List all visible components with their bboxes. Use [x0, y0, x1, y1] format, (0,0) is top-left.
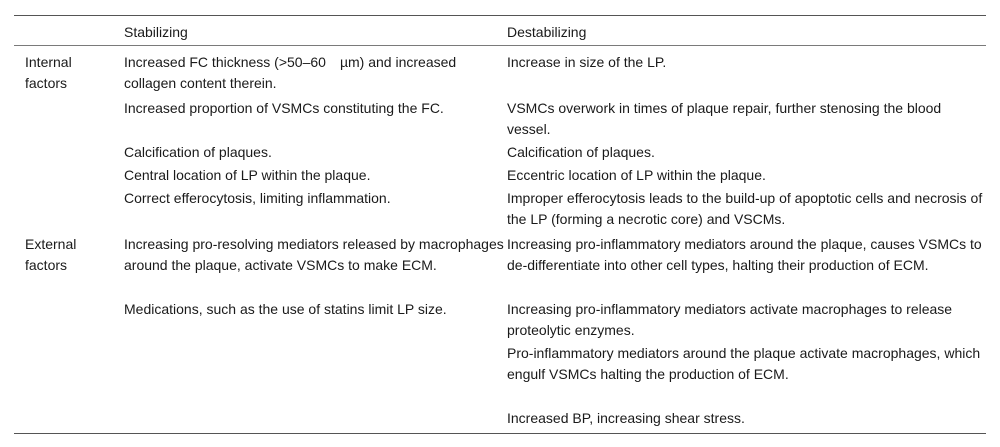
factors-table	[14, 15, 986, 434]
header-stabilizing: Stabilizing	[124, 24, 188, 40]
external-destabilizing-item: Increasing pro-inflammatory mediators activate macrophages to release proteolytic enzymes.	[507, 301, 953, 338]
header-row	[14, 16, 986, 45]
internal-stabilizing-item: Correct efferocytosis, limiting inflammation.	[124, 190, 391, 206]
external-destabilizing-item: Increased BP, increasing shear stress.	[507, 410, 745, 426]
bottom-rule	[14, 433, 986, 434]
external-factors-label	[14, 234, 124, 276]
internal-destabilizing-item: VSMCs overwork in times of plaque repair, further stenosing the blood vessel.	[507, 100, 942, 137]
external-stabilizing-item: Increasing pro-resolving mediators released by macrophages around the plaque, activate VSMCs to make ECM.	[124, 236, 504, 273]
internal-destabilizing-item: Calcification of plaques.	[507, 144, 655, 160]
external-label-text: External factors	[25, 236, 77, 273]
external-destabilizing-list	[507, 234, 986, 431]
internal-factors-section	[14, 46, 986, 232]
internal-stabilizing-item: Increased proportion of VSMCs constituting the FC.	[124, 100, 444, 116]
internal-stabilizing-list	[124, 52, 507, 232]
internal-label-text: Internal factors	[25, 54, 72, 91]
internal-stabilizing-item: Calcification of plaques.	[124, 144, 272, 160]
header-destabilizing: Destabilizing	[507, 24, 587, 40]
external-factors-section	[14, 232, 986, 431]
internal-destabilizing-item: Increase in size of the LP.	[507, 54, 667, 70]
internal-destabilizing-list	[507, 52, 986, 232]
external-stabilizing-item: Medications, such as the use of statins limit LP size.	[124, 301, 447, 317]
external-destabilizing-item: Increasing pro-inflammatory mediators around the plaque, causes VSMCs to de-differentiate into other cell types, halting their production of ECM.	[507, 236, 982, 273]
internal-stabilizing-item: Central location of LP within the plaque.	[124, 167, 371, 183]
internal-destabilizing-item: Eccentric location of LP within the plaque.	[507, 167, 766, 183]
internal-factors-label	[14, 52, 124, 94]
internal-destabilizing-item: Improper efferocytosis leads to the build-up of apoptotic cells and necrosis of the LP (forming a necrotic core) and VSCMs.	[507, 190, 983, 227]
external-stabilizing-list	[124, 234, 507, 343]
internal-stabilizing-item: Increased FC thickness (>50–60 µm) and increased collagen content therein.	[124, 54, 457, 91]
external-destabilizing-item: Pro-inflammatory mediators around the plaque activate macrophages, which engulf VSMCs halting the production of ECM.	[507, 345, 981, 382]
